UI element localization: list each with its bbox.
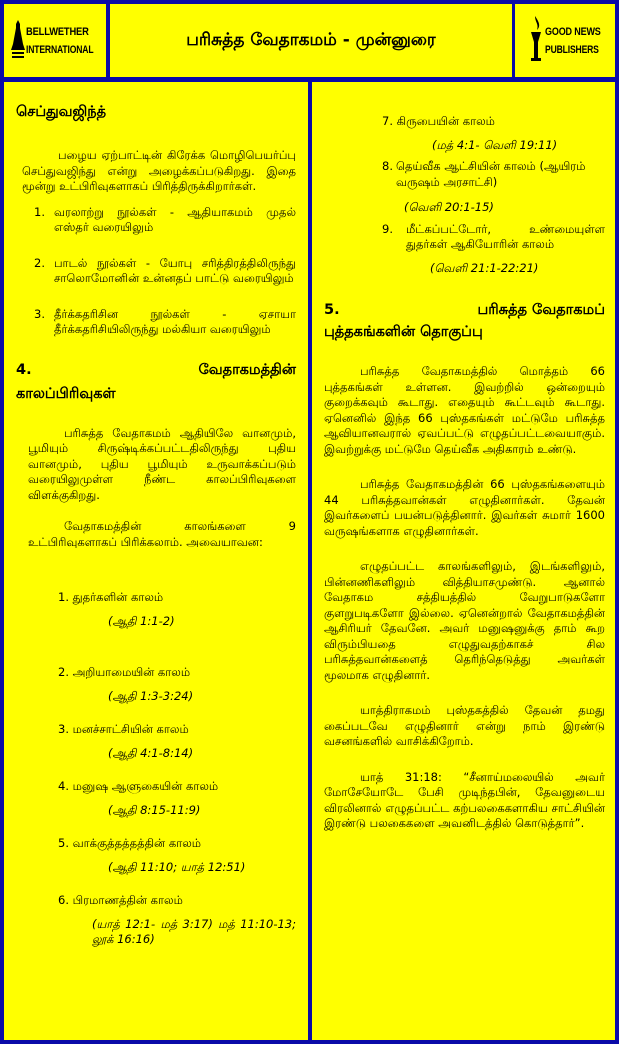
logo-line-2: PUBLISHERS: [545, 44, 599, 56]
section-heading-periods-line2: காலப்பிரிவுகள்: [16, 385, 116, 402]
logo-line-1: GOOD NEWS: [545, 26, 601, 38]
bell-icon: [10, 18, 26, 60]
section-heading-periods: 4. வேதாகமத்தின்: [16, 361, 296, 378]
periods-paragraph-2: வேதாகமத்தின் காலங்களை 9 உட்பிரிவுகளாகப் பிரிக்கலாம். அவையாவன:: [28, 519, 296, 549]
compilation-paragraph-4: யாத்திராகமம் புஸ்தகத்தில் தேவன் தமது கைப்படவே எழுதினார் என்று நாம் இரண்டு வசனங்களில் வாசிக்கிறோம்.: [324, 703, 605, 748]
good-news-publishers-logo: [515, 4, 615, 77]
era-item: 8. தெய்வீக ஆட்சியின் காலம் (ஆயிரம் வருஷம் அரசாட்சி) (வெளி 20:1-15): [382, 159, 586, 214]
logo-line-2: INTERNATIONAL: [26, 44, 94, 56]
bellwether-logo: [4, 4, 106, 77]
left-column: [4, 82, 308, 1040]
eras-list-left: [58, 590, 296, 948]
torch-icon: [525, 14, 545, 64]
page-title-box: [110, 4, 512, 77]
compilation-paragraph-1: பரிசுத்த வேதாகமத்தில் மொத்தம் 66 புத்தகங்கள் உள்ளன. இவற்றில் ஒன்றையும் குறைக்கவும் கூடாது. எதையும் கூட்டவும் கூடாது. ஏனெனில் இந்த 66 புஸ்தகங்கள் மட்டுமே பரிசுத்த ஆவியானவரால் ஏவப்பட்டு எழுதப்பட்டவையாகும். இவற்றுக்கு மட்டுமே தெய்வீக அதிகாரம் உண்டு.: [324, 364, 605, 456]
right-column: [312, 82, 615, 1040]
list-item: 1. வரலாற்று நூல்கள் - ஆதியாகமம் முதல் எஸ்தர் வரையிலும்: [34, 204, 296, 234]
era-item: 9. மீட்கப்பட்டோர், உண்மையுள்ள துதர்கள் ஆகியோரின் காலம் (வெளி 21:1-22:21): [382, 221, 605, 275]
list-item: 3. தீர்க்கதரிசின நூல்கள் - ஏசாயா தீர்க்கதரிசியிலிருந்து மல்கியா வரையிலும்: [34, 306, 296, 336]
era-item: 5. வாக்குத்தத்தத்தின் காலம் (ஆதி 11:10; யாத் 12:51): [58, 836, 246, 874]
era-item: 7. கிருபையின் காலம் (மத் 4:1- வெளி 19:11): [382, 114, 558, 152]
section-heading-septuagint: செப்துவஜிந்த்: [16, 104, 107, 120]
logo-line-1: BELLWETHER: [26, 26, 89, 38]
era-item: 4. மனுஷ ஆளுகையின் காலம் (ஆதி 8:15-11:9): [58, 779, 219, 817]
page-title: பரிசுத்த வேதாகமம் - முன்னுரை: [186, 29, 436, 50]
era-item: 3. மனச்சாட்சியின் காலம் (ஆதி 4:1-8:14): [58, 722, 194, 760]
septuagint-divisions-list: [34, 205, 296, 338]
compilation-paragraph-5: யாத் 31:18: “சீனாய்மலையில் அவர் மோசேயோடே பேசி முடிந்தபின், தேவனுடைய விரலினால் எழுதப்பட்ட கற்பலகைகளாகிய சாட்சியின் இரண்டு பலகைகளை அவனிடத்தில் கொடுத்தார்”.: [324, 769, 605, 830]
era-item: 2. அறியாமையின் காலம் (ஆதி 1:3-3:24): [58, 665, 194, 703]
list-item: 2. பாடல் நூல்கள் - யோபு சரித்திரத்திலிருந்து சாலொமோனின் உன்னதப் பாட்டு வரையிலும்: [34, 255, 296, 285]
periods-paragraph-1: பரிசுத்த வேதாகமம் ஆதியிலே வானமும், பூமியும் சிருஷ்டிக்கப்பட்டதிலிருந்து புதிய வானமும், புதிய பூமியும் உருவாக்கப்படும் வரையிலுமுள்ள நீண்ட காலப்பிரிவுகளை விளக்குகிறது.: [28, 425, 296, 502]
eras-list-right: [324, 114, 605, 276]
septuagint-paragraph: பழைய ஏற்பாட்டின் கிரேக்க மொழிபெயர்ப்பு செப்துவஜிந்து என்று அழைக்கப்படுகிறது. இதை மூன்று உட்பிரிவுகளாகப் பிரித்திருக்கிறார்கள்.: [22, 148, 296, 193]
era-item: 6. பிரமாணத்தின் காலம் (யாத் 12:1- மத் 3:17) மத் 11:10-13; லூக் 16:16): [58, 893, 296, 946]
era-item: 1. துதர்களின் காலம் (ஆதி 1:1-2): [58, 590, 175, 628]
section-heading-compilation-line2: புத்தகங்களின் தொகுப்பு: [324, 324, 483, 340]
compilation-paragraph-3: எழுதப்பட்ட காலங்களிலும், இடங்களிலும், பின்னணிகளிலும் வித்தியாசமுண்டு. ஆனால் வேதாகம சத்தியத்தில் வேறுபாடுகளோ குளறுபடிகளோ இல்லை. ஏனென்றால் வேதாகமத்தின் ஆசிரியர் தேவனே. அவர் மனுஷனுக்கு தாம் கூற விரும்பியதை எழுதுவதற்காகச் சில பரிசுத்தவான்களைத் தெரிந்தெடுத்து அவர்கள் மூலமாக எழுதினார்.: [324, 559, 605, 682]
compilation-paragraph-2: பரிசுத்த வேதாகமத்தின் 66 புஸ்தகங்களையும் 44 பரிசுத்தவான்கள் எழுதினார்கள். தேவன் இவர்களைப் பயன்படுத்தினார். இவர்கள் சுமார் 1600 வருஷங்களாக எழுதினார்கள்.: [324, 477, 605, 538]
section-heading-compilation: 5. பரிசுத்த வேதாகமப்: [324, 302, 605, 318]
